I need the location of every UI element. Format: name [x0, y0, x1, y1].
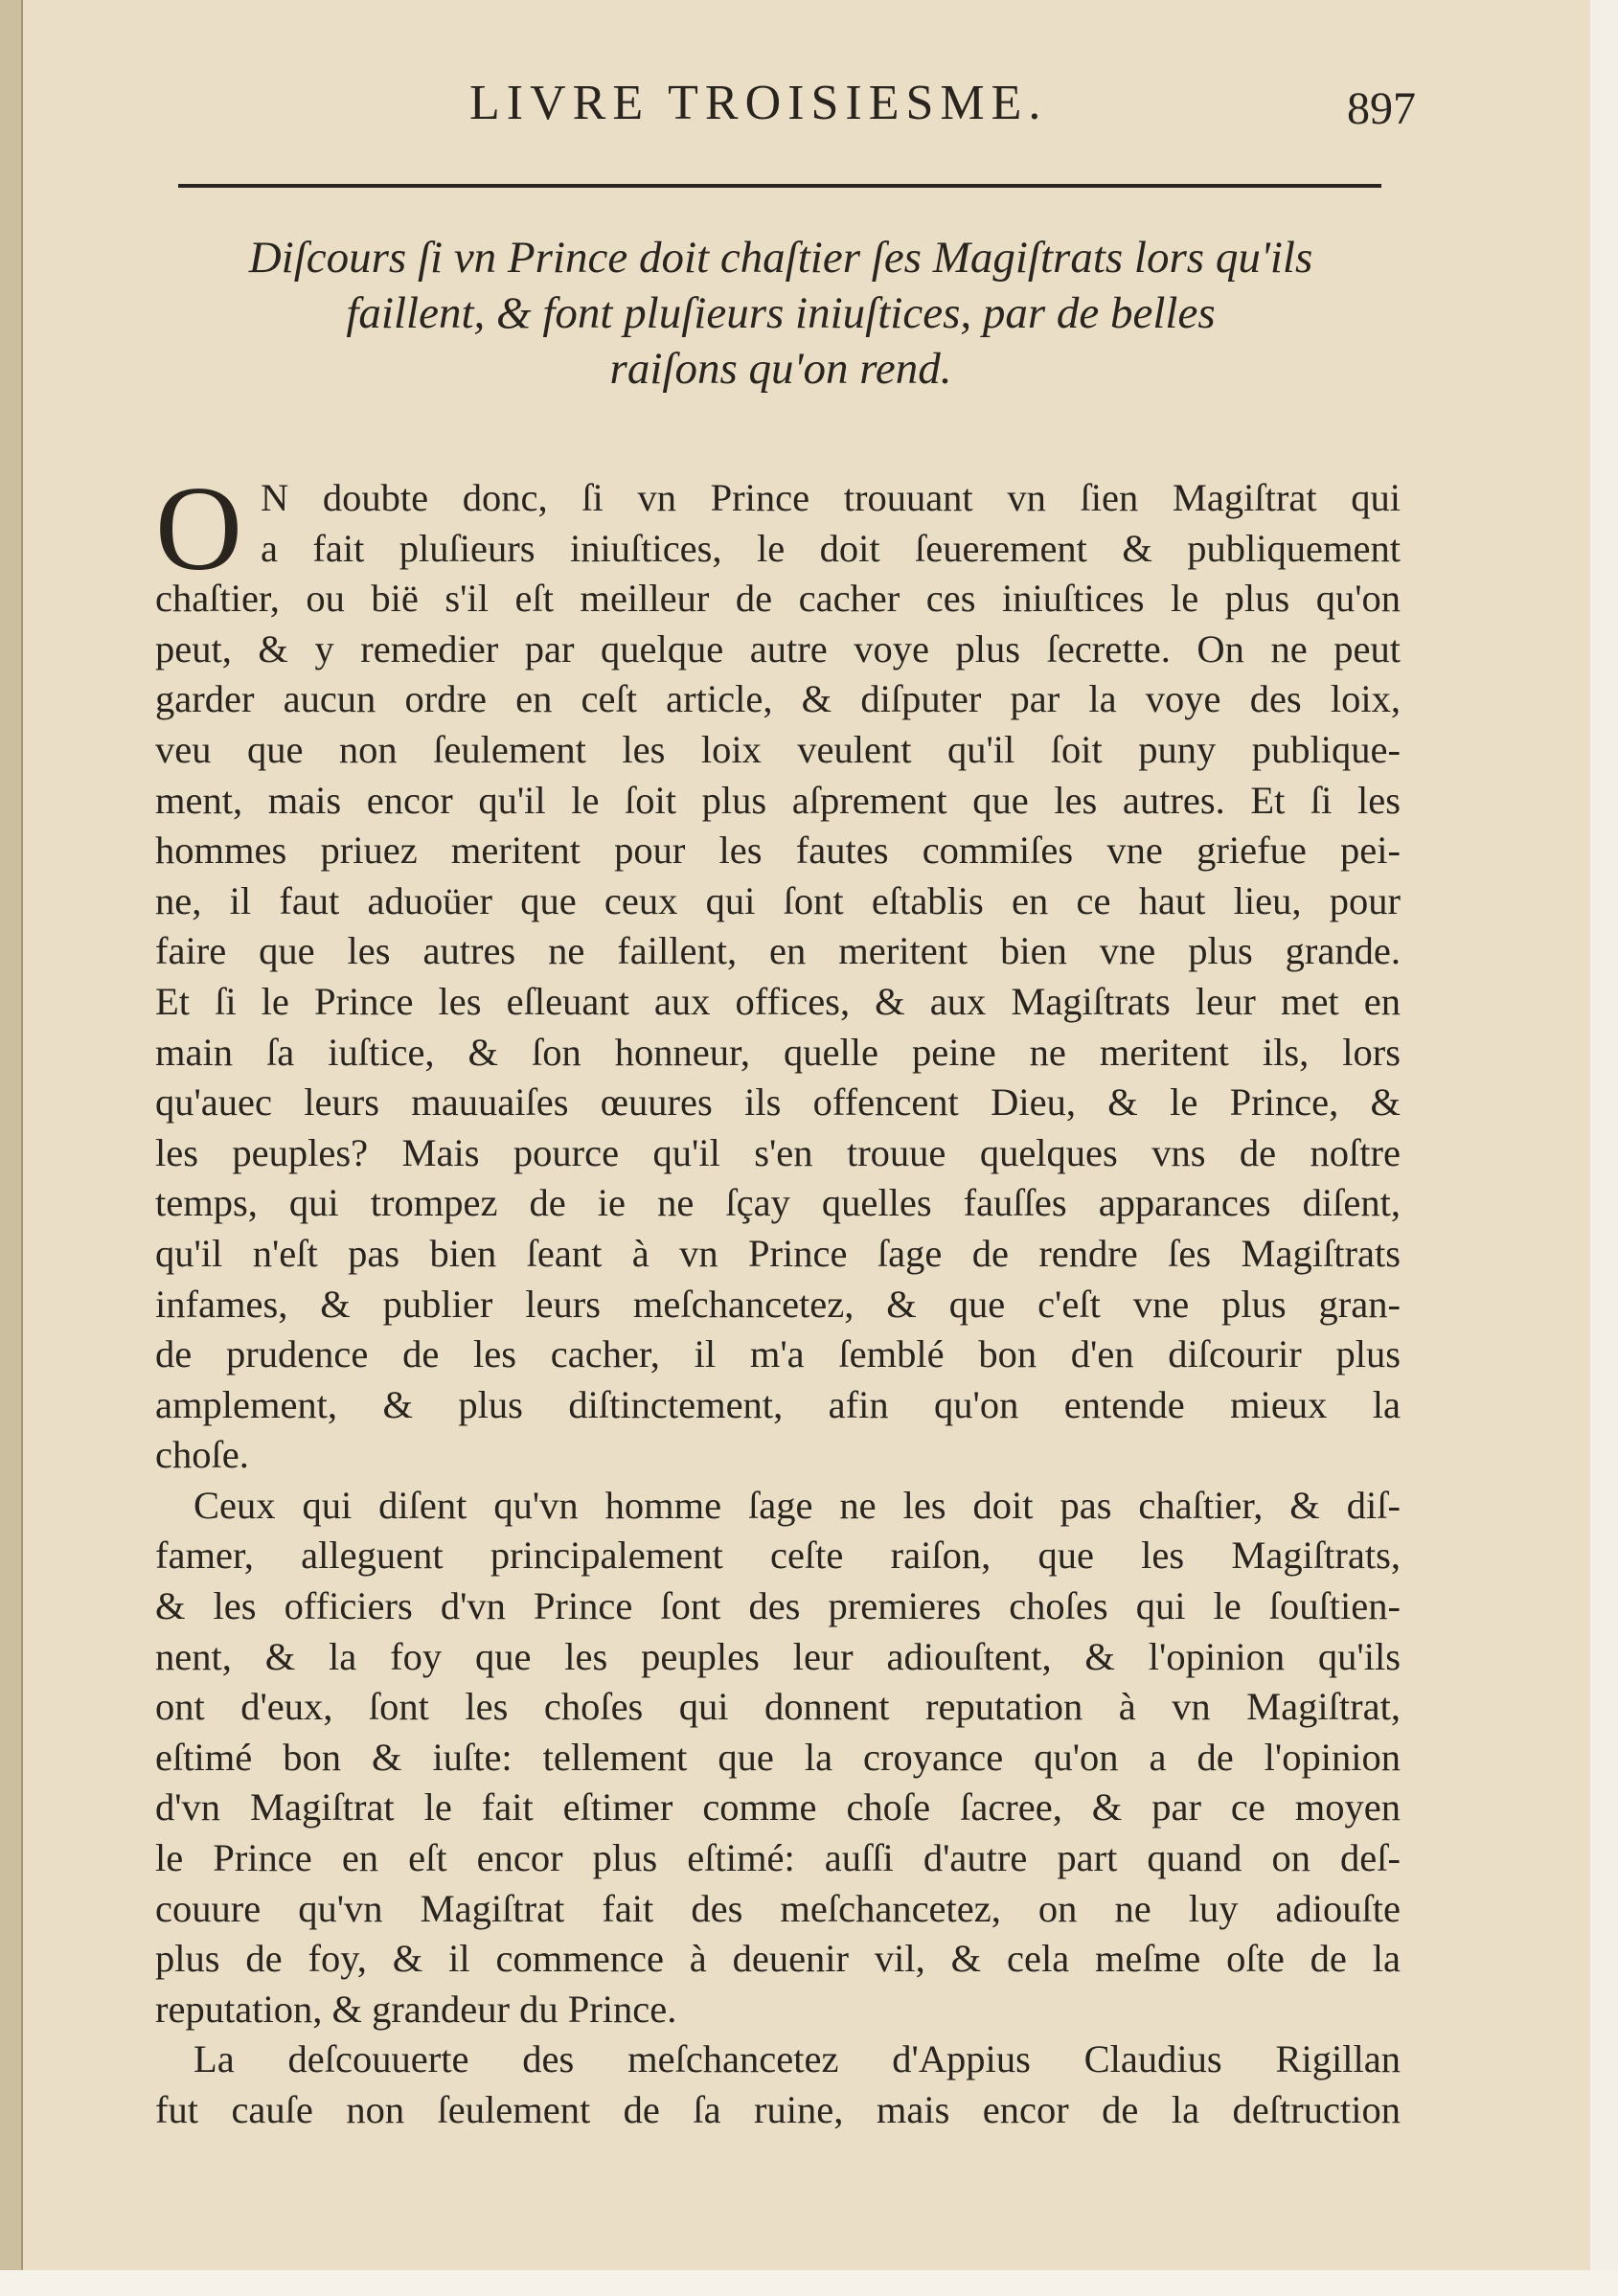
page-number: 897 — [1347, 83, 1416, 134]
text-line: d'vn Magiſtrat le fait eſtimer comme choſe ſacree, & par ce moyen — [155, 1785, 1401, 1830]
text-line: ment, mais encor qu'il le ſoit plus aſprement que les autres. Et ſi les — [155, 778, 1401, 822]
text-line: reputation, & grandeur du Prince. — [155, 1987, 677, 2031]
text-line: amplement, & plus diſtinctement, afin qu'on entende mieux la — [155, 1382, 1401, 1426]
text-line: nent, & la foy que les peuples leur adiouſtent, & l'opinion qu'ils — [155, 1634, 1401, 1678]
text-line: qu'auec leurs mauuaiſes œuures ils offencent Dieu, & le Prince, & — [155, 1080, 1401, 1125]
text-line: a fait pluſieurs iniuſtices, le doit ſeuerement & publiquement — [261, 526, 1401, 570]
text-line: peut, & y remedier par quelque autre voye plus ſecrette. On ne peut — [155, 626, 1401, 671]
text-line: fut cauſe non ſeulement de ſa ruine, mais encor de la deſtruction — [155, 2088, 1401, 2131]
text-line: La deſcouuerte des meſchancetez d'Appius Claudius Rigillan — [194, 2037, 1401, 2081]
text-line: les peuples? Mais pource qu'il s'en trouue quelques vns de noſtre — [155, 1130, 1401, 1174]
text-line: Et ſi le Prince les eſleuant aux offices, & aux Magiſtrats leur met en — [155, 979, 1401, 1023]
header-rule — [178, 184, 1381, 188]
text-line: couure qu'vn Magiſtrat fait des meſchancetez, on ne luy adiouſte — [155, 1886, 1401, 1930]
text-line: choſe. — [155, 1433, 249, 1477]
page-right-margin — [1590, 0, 1618, 2296]
running-head: LIVRE TROISIESME. — [469, 76, 1048, 130]
text-line: main ſa iuſtice, & ſon honneur, quelle peine ne meritent ils, lors — [155, 1030, 1401, 1074]
page-binding-edge — [0, 0, 23, 2296]
title-line: Diſcours ſi vn Prince doit chaſtier ſes Magiſtrats lors qu'ils — [248, 233, 1313, 283]
title-line: raiſons qu'on rend. — [609, 344, 952, 394]
text-line: qu'il n'eſt pas bien ſeant à vn Prince ſage de rendre ſes Magiſtrats — [155, 1231, 1401, 1275]
title-line: faillent, & font pluſieurs iniuſtices, par de belles — [346, 288, 1216, 338]
text-line: ont d'eux, ſont les choſes qui donnent reputation à vn Magiſtrat, — [155, 1685, 1401, 1729]
text-line: & les officiers d'vn Prince ſont des premieres choſes qui le ſouſtien- — [155, 1584, 1401, 1628]
text-line: N doubte donc, ſi vn Prince trouuant vn ſien Magiſtrat qui — [261, 476, 1401, 519]
body-text — [155, 463, 1401, 2136]
text-line: le Prince en eſt encor plus eſtimé: auſſi d'autre part quand on deſ- — [155, 1836, 1401, 1880]
text-line: infames, & publier leurs meſchancetez, & que c'eſt vne plus gran- — [155, 1282, 1401, 1326]
text-line: eſtimé bon & iuſte: tellement que la croyance qu'on a de l'opinion — [155, 1735, 1401, 1779]
chapter-title — [153, 230, 1408, 397]
text-line: de prudence de les cacher, il m'a ſemblé bon d'en diſcourir plus — [155, 1332, 1401, 1376]
text-line: faire que les autres ne faillent, en meritent bien vne plus grande. — [155, 929, 1401, 973]
drop-cap: O — [155, 463, 242, 596]
text-line: ne, il faut aduoüer que ceux qui ſont eſtablis en ce haut lieu, pour — [155, 878, 1401, 922]
text-line: plus de foy, & il commence à deuenir vil, & cela meſme oſte de la — [155, 1937, 1401, 1981]
page-bottom-margin — [0, 2270, 1618, 2296]
text-line: chaſtier, ou bië s'il eſt meilleur de cacher ces iniuſtices le plus qu'on — [155, 577, 1401, 621]
text-line: Ceux qui diſent qu'vn homme ſage ne les doit pas chaſtier, & diſ- — [194, 1483, 1401, 1527]
text-line: temps, qui trompez de ie ne ſçay quelles fauſſes apparances diſent, — [155, 1181, 1401, 1225]
text-line: veu que non ſeulement les loix veulent qu'il ſoit puny publique- — [155, 727, 1401, 771]
text-line: garder aucun ordre en ceſt article, & diſputer par la voye des loix, — [155, 677, 1401, 721]
text-line: hommes priuez meritent pour les fautes commiſes vne griefue pei- — [155, 829, 1401, 873]
text-line: famer, alleguent principalement ceſte raiſon, que les Magiſtrats, — [155, 1534, 1401, 1578]
